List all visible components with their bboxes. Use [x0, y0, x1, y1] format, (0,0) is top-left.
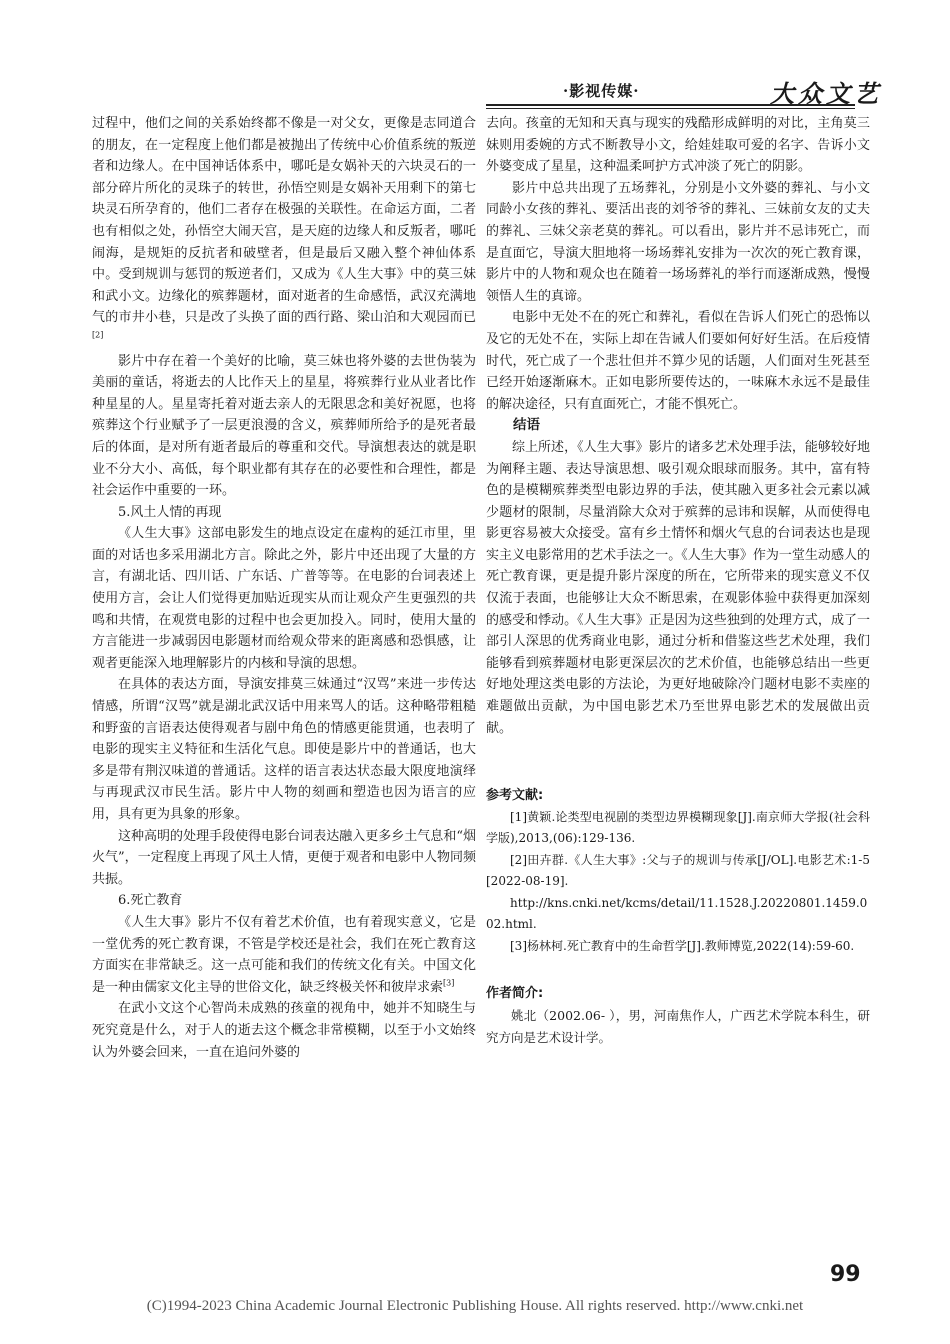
right-column [486, 113, 870, 1049]
author-info [486, 983, 870, 1049]
section-heading: 结语 [513, 417, 540, 434]
left-column [92, 113, 476, 1063]
header-rule-thin [486, 108, 855, 109]
author-text: 姚北（2002.06- ），男，河南焦作人，广西艺术学院本科生，研究方向是艺术设计学。 [486, 1007, 870, 1045]
body-paragraph: 去向。孩童的无知和天真与现实的残酷形成鲜明的对比，主角莫三妹则用委婉的方式不断教导小文，给娃娃取可爱的名字、告诉小文外婆变成了星星，这种温柔呵护方式冲淡了死亡的阴影。 [486, 116, 870, 175]
body-paragraph: 在具体的表达方面，导演安排莫三妹通过“汉骂”来进一步传达情感，所谓“汉骂”就是湖北武汉话中用来骂人的话。这种略带粗糙和野蛮的言语表达使得观者与剧中角色的情感更能贯通，也表明了电影的现实主义特征和生活化气息。即使是影片中的普通话，也大多是带有荆汉味道的普通话。这样的语言表达状态最大限度地演绎与再现武汉市民生活。影片中人物的刻画和塑造也因为语言的应用，具有更为具象的形象。 [92, 677, 476, 822]
body-paragraph: 综上所述，《人生大事》影片的诸多艺术处理手法，能够较好地为阐释主题、表达导演思想、吸引观众眼球而服务。其中，富有特色的是模糊殡葬类型电影边界的手法，使其融入更多社会元素以减少题材的限制，尽量消除大众对于殡葬的忌讳和误解，从而使得电影更容易被大众接受。富有乡土情怀和烟火气息的台词表达也是现实主义电影常用的艺术手法之一。《人生大事》作为一堂生动感人的死亡教育课，更是提升影片深度的所在，它所带来的现实意义不仅仅流于表面，也能够让大众不断思索，在观影体验中获得更加深刻的感受和悸动。《人生大事》正是因为这些独到的处理方式，成了一部引人深思的优秀商业电影，通过分析和借鉴这些艺术处理，我们能够看到殡葬题材电影更深层次的艺术价值，也能够总结出一些更好地处理这类电影的方法论，为更好地破除冷门题材电影不卖座的难题做出贡献，为中国电影艺术乃至世界电影艺术的发展做出贡献。 [486, 439, 870, 736]
citation-mark: [3] [443, 978, 455, 988]
body-paragraph: 《人生大事》这部电影发生的地点设定在虚构的延江市里，里面的对话也多采用湖北方言。除此之外，影片中还出现了大量的方言，有湖北话、四川话、广东话、广普等等。在电影的台词表述上使用方言，会让人们觉得更加贴近现实从而让观众产生更强烈的共鸣和共情，在观赏电影的过程中也会更加投入。同时，使用大量的方言能进一步减弱因电影题材而给观众带来的距离感和恐惧感，让观者更能深入地理解影片的内核和导演的思想。 [92, 526, 476, 671]
body-paragraph: 6.死亡教育 [118, 893, 183, 909]
author-title: 作者简介: [486, 986, 544, 1002]
copyright-footer: (C)1994-2023 China Academic Journal Electronic Publishing House. All rights reserved. http://www.cnki.net [146, 1298, 804, 1314]
references-title: 参考文献: [486, 788, 544, 804]
citation-mark: [2] [92, 330, 104, 340]
header-rule [486, 104, 855, 106]
body-paragraph: 影片中总共出现了五场葬礼，分别是小文外婆的葬礼、与小文同龄小女孩的葬礼、要活出丧的刘爷爷的葬礼、三妹前女友的丈夫的葬礼、三妹父亲老莫的葬礼。可以看出，影片并不忌讳死亡，而是直面它，导演大胆地将一场场葬礼安排为一次次的死亡教育课，影片中的人物和观众也在随着一场场葬礼的举行而逐渐成熟，慢慢领悟人生的真谛。 [486, 180, 870, 304]
reference-item: [1]黄颖.论类型电视剧的类型边界模糊现象[J].南京师大学报(社会科学版),2013,(06):129-136. [486, 809, 870, 846]
body-paragraph: 在武小文这个心智尚未成熟的孩童的视角中，她并不知晓生与死究竟是什么，对于人的逝去这个概念非常模糊，以至于小文始终认为外婆会回来，一直在追问外婆的 [92, 1001, 476, 1060]
reference-item: [3]杨林柯.死亡教育中的生命哲学[J].教师博览,2022(14):59-60. [510, 938, 855, 953]
section-label: ·影视传媒· [563, 82, 640, 100]
body-paragraph: 影片中存在着一个美好的比喻，莫三妹也将外婆的去世伪装为美丽的童话，将逝去的人比作天上的星星，将殡葬行业从业者比作种星星的人。星星寄托着对逝去亲人的无限思念和美好祝愿，也将殡葬这个行业赋予了一层更浪漫的含义，殡葬师所给予的是死者最后的体面，是对所有逝者最后的尊重和交代。导演想表达的就是职业不分大小、高低，每个职业都有其存在的必要性和合理性，都是社会运作中重要的一环。 [92, 353, 476, 499]
body-paragraph: 过程中，他们之间的关系始终都不像是一对父女，更像是志同道合的朋友，在一定程度上他们都是被抛出了传统中心价值系统的叛逆者和边缘人。在中国神话体系中，哪吒是女娲补天的六块灵石的一部分碎片所化的灵珠子的转世，孙悟空则是女娲补天用剩下的第七块灵石所孕育的，他们二者存在极强的关联性。在命运方面，二者也有相似之处，孙悟空大闹天宫，是天庭的边缘人和反叛者，哪吒闹海，是规矩的反抗者和破壁者，但是最后又融入整个神仙体系中。受到规训与惩罚的叛逆者们，又成为《人生大事》中的莫三妹和武小文。边缘化的殡葬题材，面对逝者的生命感悟，武汉充满地气的市井小巷，只是改了头换了面的西行路、梁山泊和大观园而已[2] [92, 116, 476, 340]
page-number: 99 [830, 1262, 861, 1287]
body-paragraph: 这种高明的处理手段使得电影台词表达融入更多乡土气息和“烟火气”，一定程度上再现了风土人情，更便于观者和电影中人物同频共振。 [92, 828, 476, 887]
references [486, 785, 870, 957]
body-paragraph: 《人生大事》影片不仅有着艺术价值，也有着现实意义，它是一堂优秀的死亡教育课，不管是学校还是社会，我们在死亡教育这方面实在非常缺乏。这一点可能和我们的传统文化有关。中国文化是一种由儒家文化主导的世俗文化，缺乏终极关怀和彼岸求索[3] [92, 914, 476, 995]
reference-item: http://kns.cnki.net/kcms/detail/11.1528.J.20220801.1459.002.html. [486, 895, 868, 932]
body-paragraph: 5.风土人情的再现 [118, 504, 222, 520]
journal-title: 大众文艺 [770, 79, 882, 108]
body-paragraph: 电影中无处不在的死亡和葬礼，看似在告诉人们死亡的恐怖以及它的无处不在，实际上却在告诫人们要如何好好生活。在后疫情时代，死亡成了一个悲壮但并不算少见的话题，人们面对生死甚至已经开始逐渐麻木。正如电影所要传达的，一味麻木永远不是最佳的解决途径，只有直面死亡，才能不惧死亡。 [486, 310, 870, 412]
reference-item: [2]田卉群.《人生大事》:父与子的规训与传承[J/OL].电影艺术:1-5[2022-08-19]. [486, 852, 870, 889]
